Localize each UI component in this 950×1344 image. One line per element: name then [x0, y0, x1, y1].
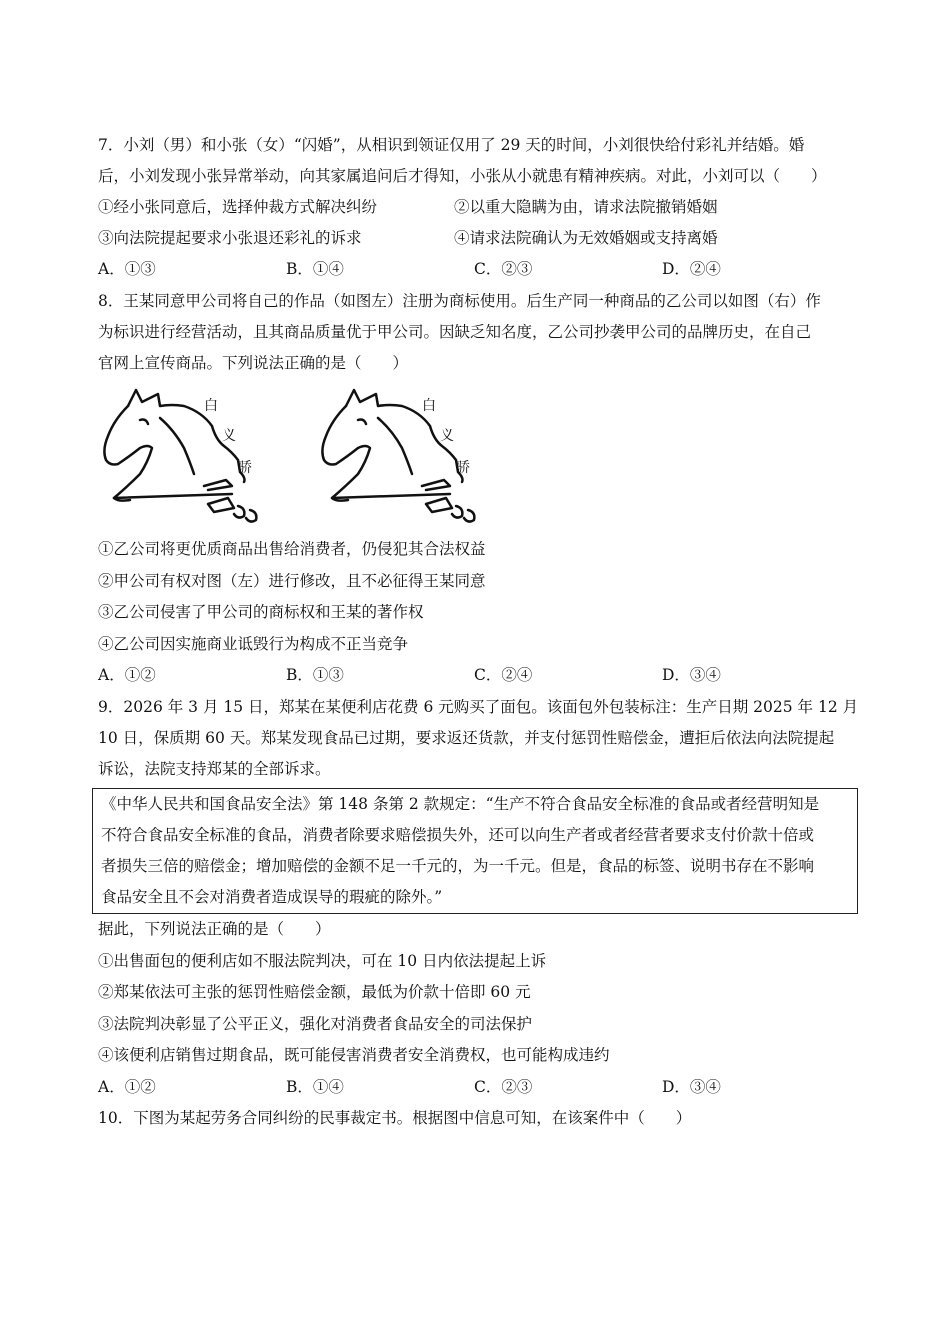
horse-logo-left-char-3: 骄	[238, 460, 252, 476]
q9-choice-d[interactable]: D．③④	[662, 1078, 721, 1096]
q9-statement-1: ①出售面包的便利店如不服法院判决，可在 10 日内依法提起上诉	[98, 952, 547, 970]
q8-choice-d[interactable]: D．③④	[662, 666, 721, 684]
horse-logo-right-image	[318, 386, 478, 530]
q7-stem-line-1: 7．小刘（男）和小张（女）“闪婚”，从相识到领证仅用了 29 天的时间，小刘很快给付彩礼并结婚。婚	[98, 136, 805, 154]
q7-choice-b[interactable]: B．①④	[286, 260, 344, 278]
q9-choices	[98, 1076, 858, 1098]
q8-choice-b[interactable]: B．①③	[286, 666, 344, 684]
q9-choice-c[interactable]: C．②③	[474, 1078, 533, 1096]
q9-statement-3: ③法院判决彰显了公平正义，强化对消费者食品安全的司法保护	[98, 1015, 533, 1033]
law-quote-line-2: 不符合食品安全标准的食品，消费者除要求赔偿损失外，还可以向生产者或者经营者要求支付价款十倍或	[101, 826, 815, 844]
q9-stem-line-2: 10 日，保质期 60 天。郑某发现食品已过期，要求返还货款，并支付惩罚性赔偿金，遭拒后依法向法院提起	[98, 729, 835, 747]
q8-choices	[98, 664, 858, 686]
q8-statement-2: ②甲公司有权对图（左）进行修改，且不必征得王某同意	[98, 572, 486, 590]
q8-statement-4: ④乙公司因实施商业诋毁行为构成不正当竞争	[98, 635, 409, 653]
q7-statements-row-1	[98, 196, 858, 218]
q7-choices	[98, 258, 858, 280]
q8-stem-line-2: 为标识进行经营活动，且其商品质量优于甲公司。因缺乏知名度，乙公司抄袭甲公司的品牌历史，在自己	[98, 323, 812, 341]
q9-choice-b[interactable]: B．①④	[286, 1078, 344, 1096]
q7-choice-a[interactable]: A．①③	[98, 260, 156, 278]
horse-logo-left-image	[100, 386, 260, 530]
q9-statement-2: ②郑某依法可主张的惩罚性赔偿金额，最低为价款十倍即 60 元	[98, 983, 531, 1001]
q9-statement-4: ④该便利店销售过期食品，既可能侵害消费者安全消费权，也可能构成违约	[98, 1046, 610, 1064]
q9-stem-line-3: 诉讼，法院支持郑某的全部诉求。	[98, 760, 331, 778]
q8-stem-line-1: 8．王某同意甲公司将自己的作品（如图左）注册为商标使用。后生产同一种商品的乙公司以如图（右）作	[98, 292, 821, 310]
q9-choice-a[interactable]: A．①②	[98, 1078, 156, 1096]
horse-logo-right-char-1: 白	[422, 398, 436, 414]
horse-logo-left-char-2: 义	[222, 428, 236, 444]
horse-logo-right-char-2: 义	[440, 428, 454, 444]
law-quote-line-3: 者损失三倍的赔偿金；增加赔偿的金额不足一千元的，为一千元。但是，食品的标签、说明书存在不影响	[101, 857, 815, 875]
q9-stem-line-1: 9．2026 年 3 月 15 日，郑某在某便利店花费 6 元购买了面包。该面包外包装标注：生产日期 2025 年 12 月	[98, 698, 859, 716]
q7-statement-2: ②以重大隐瞒为由，请求法院撤销婚姻	[454, 198, 718, 216]
q8-choice-c[interactable]: C．②④	[474, 666, 533, 684]
q7-statement-1: ①经小张同意后，选择仲裁方式解决纠纷	[98, 198, 378, 216]
law-quote-line-4: 食品安全且不会对消费者造成误导的瑕疵的除外。”	[101, 888, 443, 906]
law-quote-box	[92, 788, 858, 914]
q9-prompt: 据此，下列说法正确的是（ ）	[98, 920, 331, 938]
q8-stem-line-3: 官网上宣传商品。下列说法正确的是（ ）	[98, 354, 409, 372]
q7-stem-line-2: 后，小刘发现小张异常举动，向其家属追问后才得知，小张从小就患有精神疾病。对此，小刘可以（ ）	[98, 167, 827, 185]
q8-statement-1: ①乙公司将更优质商品出售给消费者，仍侵犯其合法权益	[98, 540, 486, 558]
horse-logo-right-char-3: 骄	[456, 460, 470, 476]
q8-statement-3: ③乙公司侵害了甲公司的商标权和王某的著作权	[98, 603, 424, 621]
q7-choice-c[interactable]: C．②③	[474, 260, 533, 278]
horse-logo-left-char-1: 白	[204, 398, 218, 414]
q7-choice-d[interactable]: D．②④	[662, 260, 721, 278]
law-quote-line-1: 《中华人民共和国食品安全法》第 148 条第 2 款规定：“生产不符合食品安全标准的食品或者经营明知是	[101, 795, 820, 813]
q7-statement-3: ③向法院提起要求小张退还彩礼的诉求	[98, 229, 362, 247]
q8-choice-a[interactable]: A．①②	[98, 666, 156, 684]
q7-statement-4: ④请求法院确认为无效婚姻或支持离婚	[454, 229, 718, 247]
q10-stem: 10．下图为某起劳务合同纠纷的民事裁定书。根据图中信息可知，在该案件中（ ）	[98, 1109, 692, 1127]
q7-statements-row-2	[98, 227, 858, 249]
